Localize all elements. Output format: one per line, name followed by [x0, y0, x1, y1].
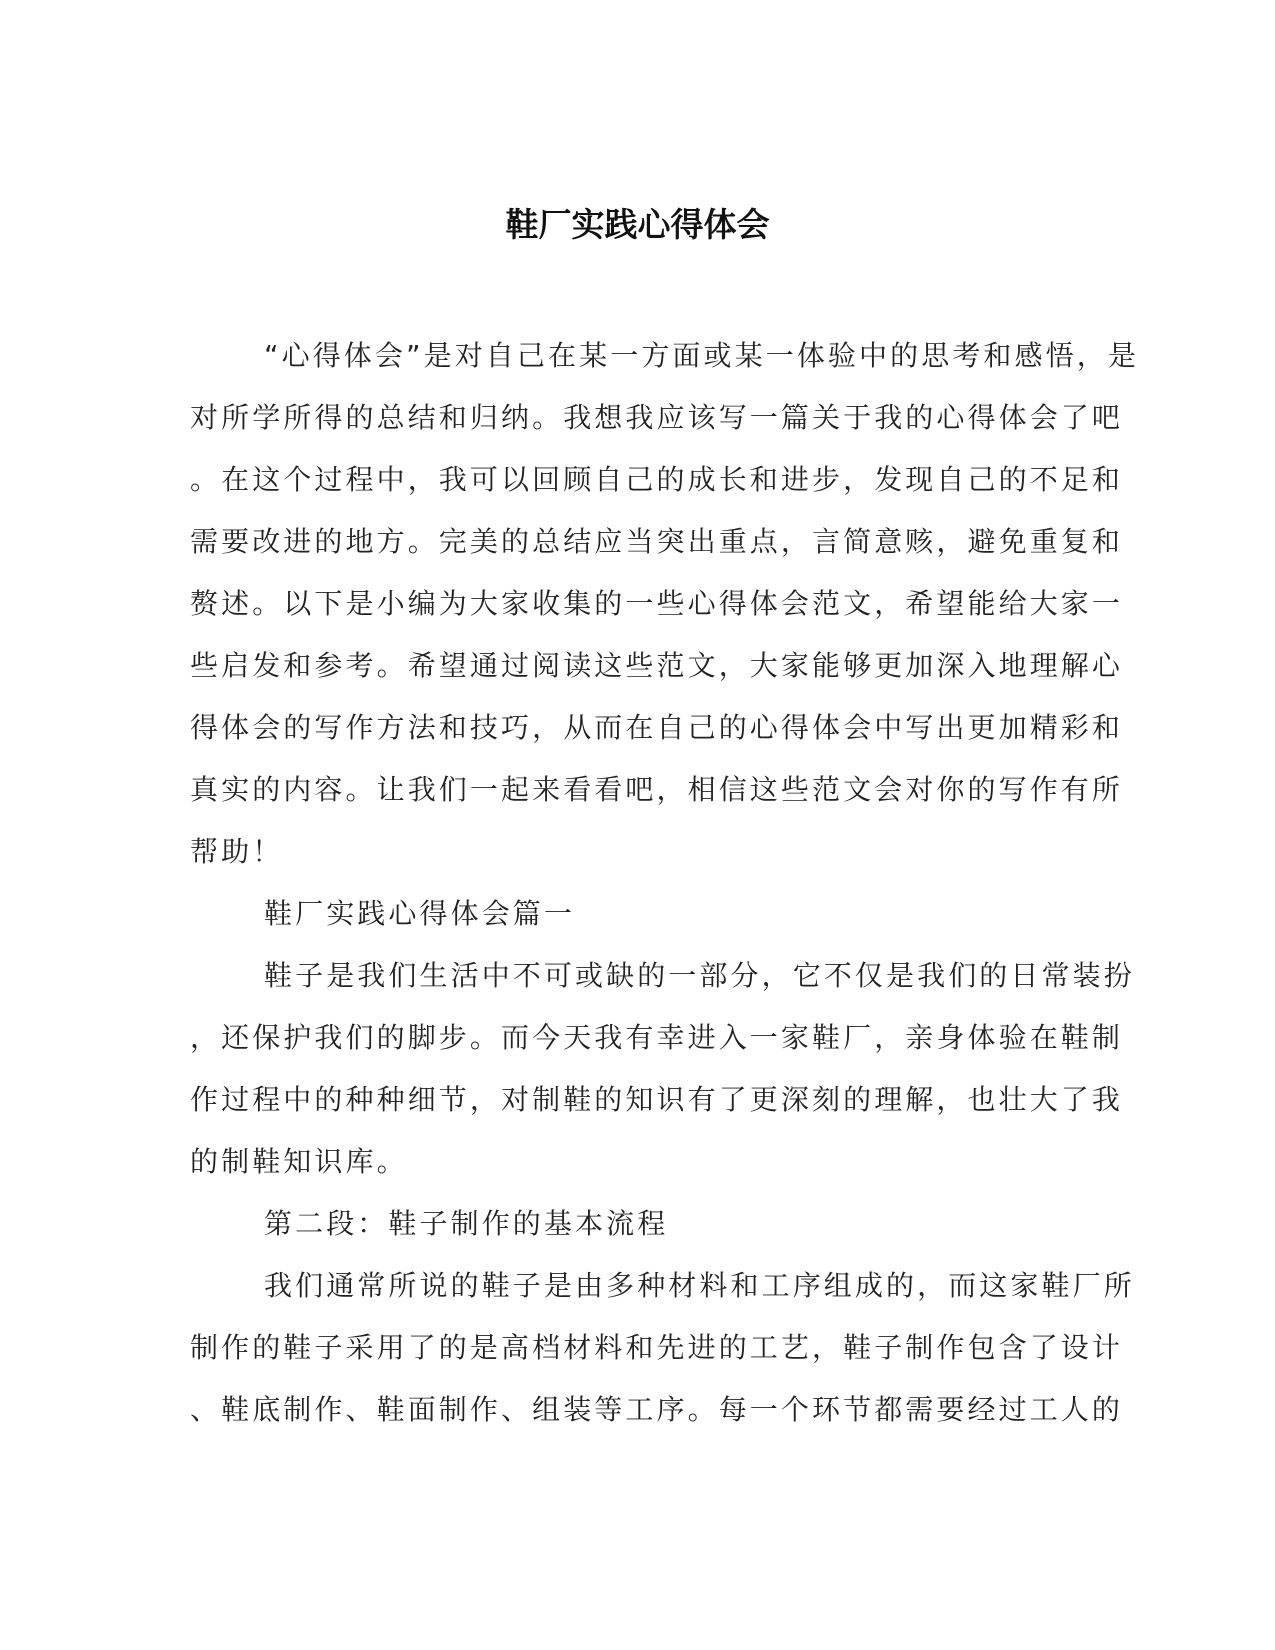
document-title: 鞋厂实践心得体会: [505, 205, 770, 244]
intro-line-3: 。在这个过程中，我可以回顾自己的成长和进步，发现自己的不足和: [190, 463, 1124, 496]
section-heading-1: 鞋厂实践心得体会篇一: [264, 897, 576, 930]
intro-line-6: 些启发和参考。希望通过阅读这些范文，大家能够更加深入地理解心: [190, 649, 1124, 682]
intro-line-2: 对所学所得的总结和归纳。我想我应该写一篇关于我的心得体会了吧: [190, 401, 1124, 434]
intro-line-1: “心得体会”是对自己在某一方面或某一体验中的思考和感悟，是: [264, 339, 1139, 372]
intro-line-7: 得体会的写作方法和技巧，从而在自己的心得体会中写出更加精彩和: [190, 711, 1124, 744]
section-heading-2: 第二段：鞋子制作的基本流程: [264, 1207, 669, 1240]
document-body: [190, 325, 1139, 1441]
section1-line-1: 鞋子是我们生活中不可或缺的一部分，它不仅是我们的日常装扮: [264, 959, 1135, 992]
section2-line-1: 我们通常所说的鞋子是由多种材料和工序组成的，而这家鞋厂所: [264, 1269, 1135, 1302]
section2-line-2: 制作的鞋子采用了的是高档材料和先进的工艺，鞋子制作包含了设计: [190, 1331, 1124, 1364]
section1-line-2: ，还保护我们的脚步。而今天我有幸进入一家鞋厂，亲身体验在鞋制: [190, 1021, 1124, 1054]
intro-line-4: 需要改进的地方。完美的总结应当突出重点，言简意赅，避免重复和: [190, 525, 1124, 558]
section2-line-3: 、鞋底制作、鞋面制作、组装等工序。每一个环节都需要经过工人的: [190, 1393, 1124, 1426]
section1-line-3: 作过程中的种种细节，对制鞋的知识有了更深刻的理解，也壮大了我: [190, 1083, 1124, 1116]
intro-line-9: 帮助！: [190, 835, 284, 868]
intro-line-5: 赘述。以下是小编为大家收集的一些心得体会范文，希望能给大家一: [190, 587, 1124, 620]
intro-line-8: 真实的内容。让我们一起来看看吧，相信这些范文会对你的写作有所: [190, 773, 1124, 806]
section1-line-4: 的制鞋知识库。: [190, 1145, 408, 1178]
